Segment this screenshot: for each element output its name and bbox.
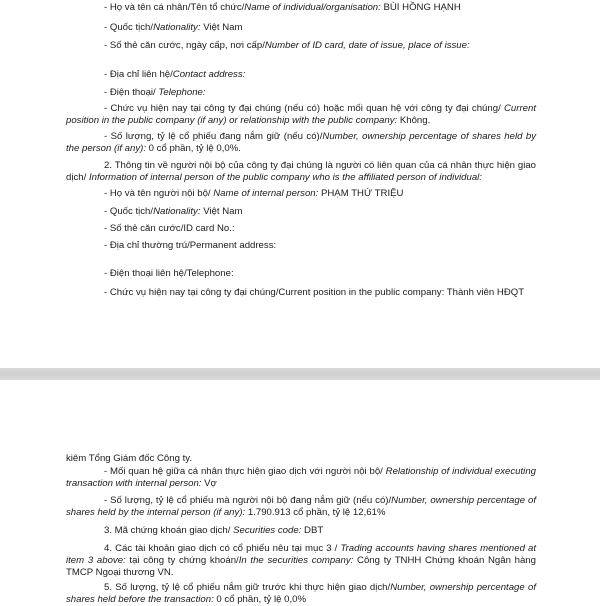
position-continuation-line: kiêm Tổng Giám đốc Công ty. [66, 453, 193, 464]
individual-position-paragraph: - Chức vụ hiện nay tại công ty đại chúng (nếu có) hoặc mối quan hệ với công ty đại chúng/ Current position in the public company (if any) or relationship with the public company: Không. [66, 103, 536, 126]
section-4-trading-accounts: 4. Các tài khoản giao dịch có cổ phiếu nêu tại mục 3 / Trading accounts having shares mentioned at item 3 above: tại công ty chứng khoán/In the securities company: Công ty TNHH Chứng khoán Ngân hàng TMCP Ngoại thương VN. [66, 543, 537, 578]
internal-person-nationality-line: - Quốc tịch/Nationality: Việt Nam [104, 206, 243, 217]
section-2-heading: 2. Thông tin về người nội bộ của công ty đại chúng là người có liên quan của cá nhân thực hiện giao dịch/ Information of internal person of the public company who is the affiliated person of individual: [66, 160, 536, 183]
internal-person-name-line: - Họ và tên người nội bộ/ Name of internal person: PHẠM THỨ TRIỆU [104, 188, 404, 199]
internal-person-address-line: - Địa chỉ thường trú/Permanent address: [104, 240, 277, 251]
page-break-divider [0, 368, 600, 380]
individual-shares-paragraph: - Số lượng, tỷ lệ cổ phiếu đang nắm giữ (nếu có)/Number, ownership percentage of shares held by the person (if any): 0 cổ phần, tỷ lệ 0,0%. [66, 131, 536, 154]
individual-name-line: - Họ và tên cá nhân/Tên tổ chức/Name of individual/organisation: BÙI HỒNG HẠNH [104, 2, 461, 13]
individual-id-card-line: - Số thẻ căn cước, ngày cấp, nơi cấp/Number of ID card, date of issue, place of issue: [104, 40, 470, 51]
individual-nationality-line: - Quốc tịch/Nationality: Việt Nam [104, 22, 243, 33]
individual-telephone-line: - Điện thoại/ Telephone: [104, 87, 206, 98]
internal-person-id-card-line: - Số thẻ căn cước/ID card No.: [104, 223, 235, 234]
internal-person-telephone-line: - Điện thoại liên hệ/Telephone: [104, 268, 234, 279]
relationship-paragraph: - Mối quan hệ giữa cá nhân thực hiện giao dịch với người nội bộ/ Relationship of individual executing transaction with internal person: Vợ [66, 466, 536, 489]
internal-person-position-line: - Chức vụ hiện nay tại công ty đại chúng/Current position in the public company: Thành viên HĐQT [104, 287, 525, 298]
section-5-shares-before: 5. Số lượng, tỷ lệ cổ phiếu nắm giữ trước khi thực hiện giao dịch/Number, ownership percentage of shares held before the transaction: 0 cổ phần, tỷ lệ 0,0% [66, 582, 536, 605]
section-3-securities-code: 3. Mã chứng khoán giao dịch/ Securities code: DBT [104, 525, 324, 536]
individual-contact-address-line: - Địa chỉ liên hệ/Contact address: [104, 69, 246, 80]
internal-person-shares-paragraph: - Số lượng, tỷ lệ cổ phiếu mà người nội bộ đang nắm giữ (nếu có)/Number, ownership percentage of shares held by the internal person (if any): 1.790.913 cổ phần, tỷ lệ 12,61% [66, 495, 536, 518]
